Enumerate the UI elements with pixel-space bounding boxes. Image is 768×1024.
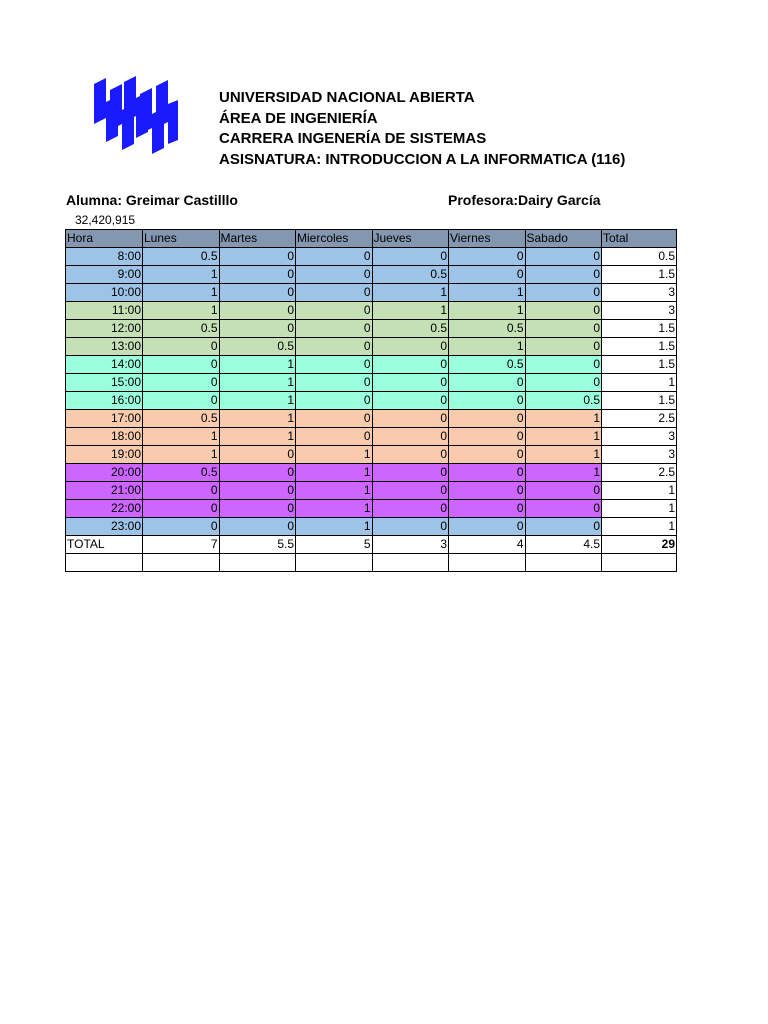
hours-cell: 0 — [219, 320, 296, 338]
hours-cell: 0 — [296, 338, 373, 356]
hours-cell: 1 — [219, 392, 296, 410]
table-row — [66, 320, 677, 338]
hours-cell: 0 — [372, 392, 449, 410]
hour-cell: 16:00 — [66, 392, 143, 410]
column-header: Jueves — [372, 230, 449, 248]
hours-cell: 0 — [296, 428, 373, 446]
hours-cell: 1 — [525, 464, 602, 482]
table-row — [66, 428, 677, 446]
row-total-cell: 2.5 — [602, 410, 677, 428]
student-name: Alumna: Greimar Castilllo — [66, 192, 238, 208]
hours-cell: 0 — [372, 374, 449, 392]
subject-name: ASISNATURA: INTRODUCCION A LA INFORMATICA (116) — [219, 150, 626, 168]
hours-cell: 1 — [449, 284, 526, 302]
hours-cell: 0.5 — [143, 464, 220, 482]
hours-cell: 0 — [525, 518, 602, 536]
day-total: 7 — [143, 536, 220, 554]
table-row — [66, 446, 677, 464]
hours-cell: 0 — [296, 410, 373, 428]
row-total-cell: 1 — [602, 374, 677, 392]
empty-cell — [219, 554, 296, 572]
totals-row — [66, 536, 677, 554]
hours-cell: 0.5 — [372, 266, 449, 284]
hours-cell: 0 — [449, 482, 526, 500]
hours-cell: 0.5 — [143, 410, 220, 428]
hour-cell: 10:00 — [66, 284, 143, 302]
table-row — [66, 482, 677, 500]
empty-row — [66, 554, 677, 572]
table-row — [66, 392, 677, 410]
hour-cell: 21:00 — [66, 482, 143, 500]
table-row — [66, 248, 677, 266]
hours-cell: 0 — [525, 482, 602, 500]
empty-cell — [449, 554, 526, 572]
column-header: Martes — [219, 230, 296, 248]
hours-cell: 1 — [449, 338, 526, 356]
hours-cell: 0 — [525, 374, 602, 392]
hours-cell: 0 — [525, 266, 602, 284]
hours-cell: 1 — [219, 356, 296, 374]
hours-cell: 1 — [372, 302, 449, 320]
column-header: Viernes — [449, 230, 526, 248]
hours-cell: 1 — [525, 446, 602, 464]
schedule-body — [66, 248, 677, 536]
hours-cell: 0 — [525, 320, 602, 338]
table-row — [66, 266, 677, 284]
hours-cell: 0.5 — [525, 392, 602, 410]
hour-cell: 8:00 — [66, 248, 143, 266]
hours-cell: 0 — [296, 302, 373, 320]
hours-cell: 0 — [143, 518, 220, 536]
table-row — [66, 356, 677, 374]
hours-cell: 0 — [219, 284, 296, 302]
hours-cell: 0 — [449, 500, 526, 518]
row-total-cell: 1 — [602, 518, 677, 536]
hours-cell: 1 — [143, 284, 220, 302]
hours-cell: 0.5 — [219, 338, 296, 356]
hours-cell: 0 — [143, 482, 220, 500]
column-header: Lunes — [143, 230, 220, 248]
table-row — [66, 338, 677, 356]
hours-cell: 0 — [219, 248, 296, 266]
teacher-name: Profesora:Dairy García — [448, 192, 601, 208]
column-header: Total — [602, 230, 677, 248]
hours-cell: 0 — [296, 374, 373, 392]
table-row — [66, 518, 677, 536]
row-total-cell: 1 — [602, 482, 677, 500]
hours-cell: 0 — [449, 392, 526, 410]
hours-cell: 1 — [296, 500, 373, 518]
hours-cell: 0 — [372, 428, 449, 446]
hours-cell: 0 — [525, 500, 602, 518]
hours-cell: 0 — [525, 248, 602, 266]
empty-cell — [296, 554, 373, 572]
row-total-cell: 0.5 — [602, 248, 677, 266]
day-total: 3 — [372, 536, 449, 554]
hours-cell: 0 — [525, 356, 602, 374]
hours-cell: 0 — [219, 482, 296, 500]
hours-cell: 0 — [296, 320, 373, 338]
hours-cell: 0 — [525, 338, 602, 356]
hours-cell: 1 — [296, 464, 373, 482]
day-total: 4 — [449, 536, 526, 554]
hours-cell: 0 — [372, 464, 449, 482]
hours-cell: 0 — [449, 428, 526, 446]
day-total: 4.5 — [525, 536, 602, 554]
empty-cell — [372, 554, 449, 572]
student-id: 32,420,915 — [75, 213, 136, 227]
hours-cell: 1 — [525, 428, 602, 446]
hour-cell: 9:00 — [66, 266, 143, 284]
hours-cell: 1 — [219, 428, 296, 446]
row-total-cell: 1.5 — [602, 392, 677, 410]
schedule-table — [65, 229, 677, 572]
hours-cell: 1 — [219, 374, 296, 392]
hours-cell: 0 — [372, 500, 449, 518]
day-total: 5.5 — [219, 536, 296, 554]
hours-cell: 1 — [143, 428, 220, 446]
empty-cell — [602, 554, 677, 572]
row-total-cell: 1.5 — [602, 356, 677, 374]
hour-cell: 23:00 — [66, 518, 143, 536]
hours-cell: 1 — [296, 518, 373, 536]
table-row — [66, 500, 677, 518]
hours-cell: 0 — [143, 500, 220, 518]
hours-cell: 0 — [219, 302, 296, 320]
table-header-row — [66, 230, 677, 248]
hours-cell: 0 — [372, 410, 449, 428]
hours-cell: 0 — [449, 266, 526, 284]
totals-label: TOTAL — [66, 536, 143, 554]
hours-cell: 0 — [449, 410, 526, 428]
hours-cell: 0 — [372, 518, 449, 536]
hours-cell: 1 — [525, 410, 602, 428]
hours-cell: 0 — [296, 266, 373, 284]
document-header — [219, 88, 625, 170]
hours-cell: 0 — [525, 284, 602, 302]
hours-cell: 0 — [449, 518, 526, 536]
hours-cell: 1 — [143, 446, 220, 464]
hours-cell: 0 — [296, 356, 373, 374]
hours-cell: 0 — [296, 248, 373, 266]
column-header: Hora — [66, 230, 143, 248]
hours-cell: 0 — [296, 392, 373, 410]
table-row — [66, 374, 677, 392]
hours-cell: 0 — [449, 374, 526, 392]
day-total: 5 — [296, 536, 373, 554]
hours-cell: 1 — [296, 482, 373, 500]
hour-cell: 11:00 — [66, 302, 143, 320]
hour-cell: 13:00 — [66, 338, 143, 356]
hours-cell: 0 — [296, 284, 373, 302]
row-total-cell: 1.5 — [602, 320, 677, 338]
area-name: ÁREA DE INGENIERÍA — [219, 109, 378, 127]
grand-total: 29 — [602, 536, 677, 554]
row-total-cell: 3 — [602, 284, 677, 302]
hour-cell: 20:00 — [66, 464, 143, 482]
empty-cell — [525, 554, 602, 572]
table-row — [66, 284, 677, 302]
hours-cell: 0 — [219, 464, 296, 482]
row-total-cell: 3 — [602, 428, 677, 446]
university-logo-icon — [94, 76, 178, 156]
hour-cell: 18:00 — [66, 428, 143, 446]
hours-cell: 0.5 — [143, 320, 220, 338]
university-name: UNIVERSIDAD NACIONAL ABIERTA — [219, 89, 475, 106]
column-header: Miercoles — [296, 230, 373, 248]
hours-cell: 0.5 — [143, 248, 220, 266]
hours-cell: 0 — [372, 356, 449, 374]
hours-cell: 1 — [219, 410, 296, 428]
hours-cell: 0 — [372, 338, 449, 356]
row-total-cell: 1.5 — [602, 266, 677, 284]
row-total-cell: 3 — [602, 302, 677, 320]
hours-cell: 0 — [372, 482, 449, 500]
hour-cell: 22:00 — [66, 500, 143, 518]
hour-cell: 17:00 — [66, 410, 143, 428]
hours-cell: 0.5 — [449, 320, 526, 338]
hours-cell: 0 — [143, 338, 220, 356]
row-total-cell: 3 — [602, 446, 677, 464]
hours-cell: 0 — [525, 302, 602, 320]
table-row — [66, 464, 677, 482]
hours-cell: 0 — [219, 446, 296, 464]
hours-cell: 0.5 — [372, 320, 449, 338]
hours-cell: 0 — [449, 446, 526, 464]
hours-cell: 0 — [449, 248, 526, 266]
table-row — [66, 410, 677, 428]
hours-cell: 0 — [372, 446, 449, 464]
row-total-cell: 1.5 — [602, 338, 677, 356]
hours-cell: 0 — [143, 374, 220, 392]
hours-cell: 1 — [372, 284, 449, 302]
empty-cell — [66, 554, 143, 572]
hours-cell: 0 — [372, 248, 449, 266]
hours-cell: 0 — [219, 500, 296, 518]
empty-cell — [143, 554, 220, 572]
table-row — [66, 302, 677, 320]
row-total-cell: 1 — [602, 500, 677, 518]
hours-cell: 0 — [219, 266, 296, 284]
hours-cell: 0 — [143, 356, 220, 374]
hours-cell: 1 — [296, 446, 373, 464]
hour-cell: 14:00 — [66, 356, 143, 374]
hours-cell: 0 — [219, 518, 296, 536]
hours-cell: 0.5 — [449, 356, 526, 374]
row-total-cell: 2.5 — [602, 464, 677, 482]
hour-cell: 15:00 — [66, 374, 143, 392]
hour-cell: 19:00 — [66, 446, 143, 464]
career-name: CARRERA INGENERÍA DE SISTEMAS — [219, 130, 487, 147]
hours-cell: 1 — [449, 302, 526, 320]
hours-cell: 0 — [143, 392, 220, 410]
hours-cell: 0 — [449, 464, 526, 482]
hours-cell: 1 — [143, 302, 220, 320]
hours-cell: 1 — [143, 266, 220, 284]
hour-cell: 12:00 — [66, 320, 143, 338]
column-header: Sabado — [525, 230, 602, 248]
